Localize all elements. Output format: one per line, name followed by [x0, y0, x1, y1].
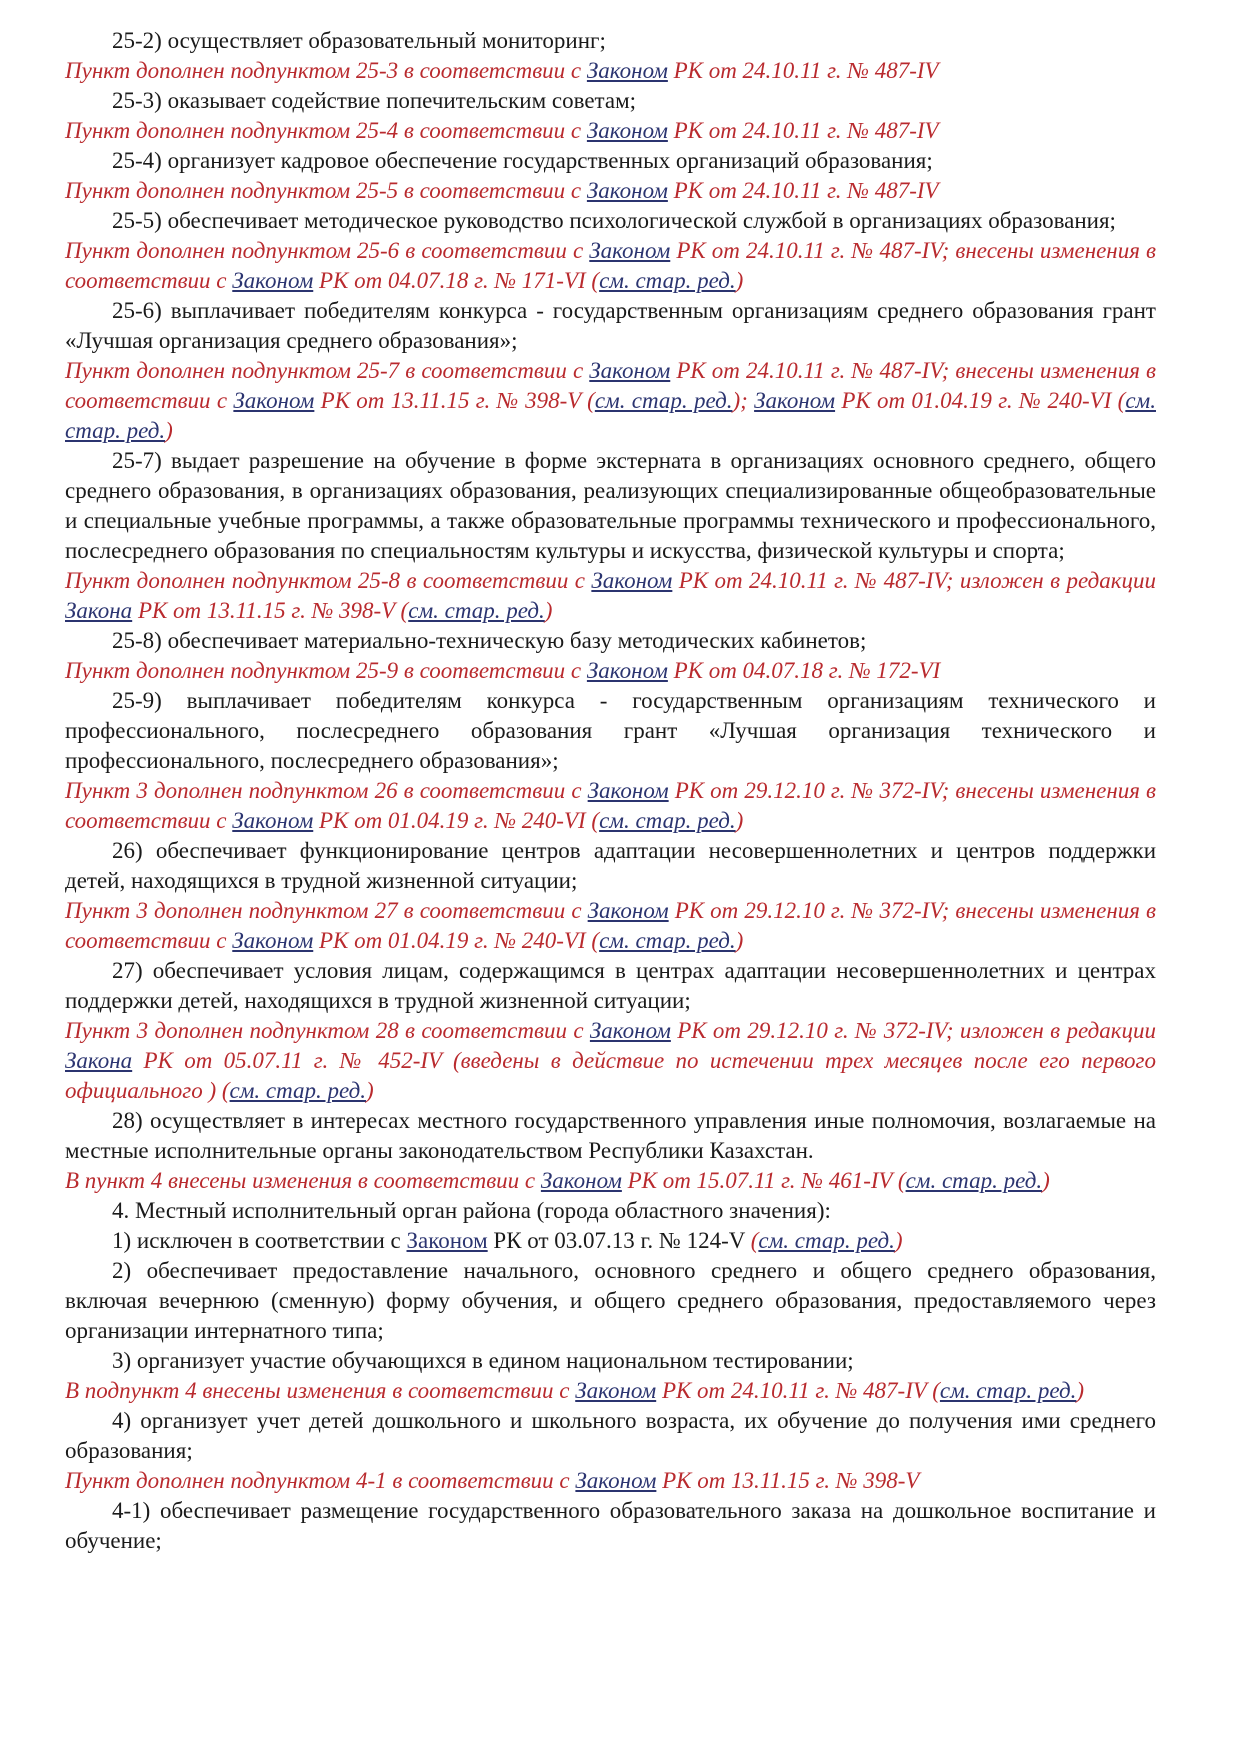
law-link[interactable]: Закона	[65, 1048, 133, 1073]
text-run: Пункт дополнен подпунктом 25-6 в соответствии с	[65, 238, 590, 263]
see-old-version-link[interactable]: см. стар. ред.	[229, 1078, 367, 1103]
see-old-version-link[interactable]: см. стар. ред.	[65, 388, 1156, 443]
law-link[interactable]: Законом	[589, 238, 671, 263]
text-run: );	[732, 388, 755, 413]
text-run: 26) обеспечивает функционирование центров адаптации несовершеннолетних и центров поддержки детей, находящихся в трудной жизненной ситуации;	[65, 838, 1156, 893]
amendment-note-paragraph	[65, 1466, 1156, 1496]
text-run: 28) осуществляет в интересах местного государственного управления иные полномочия, возлагаемые на местные исполнительные органы законодательством Республики Казахстан.	[65, 1108, 1156, 1163]
text-run: В подпункт 4 внесены изменения в соответствии с	[65, 1378, 576, 1403]
law-link[interactable]: Законом	[587, 898, 669, 923]
amendment-note-paragraph	[65, 356, 1156, 446]
text-run: 4. Местный исполнительный орган района (города областного значения):	[112, 1198, 831, 1223]
text-run: РК от 29.12.10 г. № 372-IV; изложен в редакции	[670, 1018, 1156, 1043]
text-run: РК от 13.11.15 г. № 398-V (	[132, 598, 409, 623]
text-run: Пункт дополнен подпунктом 25-3 в соответствии с	[65, 58, 587, 83]
text-run: 2) обеспечивает предоставление начального, основного среднего и общего среднего образования, включая вечернюю (сменную) форму обучения, и общего среднего образования, предоставляемого через организации интернатного типа;	[65, 1258, 1156, 1343]
law-link[interactable]: Законом	[233, 388, 315, 413]
text-run: 25-9) выплачивает победителям конкурса - государственным организациям технического и профессионального, послесреднего образования грант «Лучшая организация технического и профессионального, послесреднего образования»;	[65, 688, 1156, 773]
text-run: )	[1042, 1168, 1050, 1193]
law-link[interactable]: Законом	[575, 1468, 657, 1493]
text-run: РК от 01.04.19 г. № 240-VI (	[835, 388, 1126, 413]
text-run: Пункт дополнен подпунктом 25-4 в соответствии с	[65, 118, 587, 143]
amendment-note-paragraph	[65, 566, 1156, 626]
text-run: РК от 24.10.11 г. № 487-IV (	[656, 1378, 940, 1403]
text-run: 1) исключен в соответствии с	[112, 1228, 407, 1253]
see-old-version-link[interactable]: см. стар. ред.	[905, 1168, 1043, 1193]
law-link[interactable]: Законом	[575, 1378, 657, 1403]
text-run: 25-2) осуществляет образовательный мониторинг;	[112, 28, 606, 53]
text-run: РК от 29.12.10 г. № 372-IV; внесены изменения в соответствии с	[65, 898, 1156, 953]
see-old-version-link[interactable]: см. стар. ред.	[939, 1378, 1077, 1403]
amendment-note-paragraph	[65, 776, 1156, 836]
text-run: Пункт дополнен подпунктом 25-8 в соответствии с	[65, 568, 592, 593]
text-run: 3) организует участие обучающихся в едином национальном тестировании;	[112, 1348, 854, 1373]
text-run: Пункт 3 дополнен подпунктом 28 в соответствии с	[65, 1018, 590, 1043]
text-run: РК от 24.10.11 г. № 487-IV	[667, 178, 939, 203]
body-paragraph	[65, 1496, 1156, 1556]
body-paragraph	[65, 296, 1156, 356]
body-paragraph	[65, 1346, 1156, 1376]
law-link[interactable]: Законом	[540, 1168, 622, 1193]
see-old-version-link[interactable]: см. стар. ред.	[758, 1228, 895, 1253]
text-run: РК от 29.12.10 г. № 372-IV; внесены изменения в соответствии с	[65, 778, 1156, 833]
body-paragraph	[65, 26, 1156, 56]
text-run: 25-4) организует кадровое обеспечение государственных организаций образования;	[112, 148, 933, 173]
see-old-version-link[interactable]: см. стар. ред.	[408, 598, 545, 623]
body-paragraph	[65, 1256, 1156, 1346]
text-run: )	[1076, 1378, 1085, 1403]
text-run: 25-8) обеспечивает материально-техническую базу методических кабинетов;	[112, 628, 867, 653]
text-run: )	[366, 1078, 374, 1103]
law-link[interactable]: Законом	[754, 388, 836, 413]
amendment-note-paragraph	[65, 1016, 1156, 1106]
law-link[interactable]: Законом	[587, 778, 669, 803]
text-run: Пункт дополнен подпунктом 25-7 в соответствии с	[65, 358, 590, 383]
body-paragraph	[65, 956, 1156, 1016]
text-run: Пункт дополнен подпунктом 25-9 в соответствии с	[65, 658, 587, 683]
body-paragraph	[65, 146, 1156, 176]
text-run: )	[165, 418, 173, 443]
body-paragraph	[65, 206, 1156, 236]
law-link[interactable]: Законом	[591, 568, 673, 593]
law-link[interactable]: Законом	[232, 928, 314, 953]
amendment-note-paragraph	[65, 1376, 1156, 1406]
amendment-note-paragraph	[65, 236, 1156, 296]
see-old-version-link[interactable]: см. стар. ред.	[599, 808, 736, 833]
see-old-version-link[interactable]: см. стар. ред.	[594, 388, 733, 413]
text-run: РК от 13.11.15 г. № 398-V	[656, 1468, 920, 1493]
body-paragraph	[65, 86, 1156, 116]
text-run: Пункт 3 дополнен подпунктом 26 в соответствии с	[65, 778, 588, 803]
amendment-note-paragraph	[65, 896, 1156, 956]
text-run: РК от 04.07.18 г. № 172-VI	[667, 658, 941, 683]
text-run: РК от 01.04.19 г. № 240-VI (	[313, 928, 600, 953]
text-run: 25-5) обеспечивает методическое руководство психологической службой в организациях образования;	[112, 208, 1116, 233]
law-link[interactable]: Законом	[406, 1228, 488, 1253]
body-paragraph	[65, 1406, 1156, 1466]
text-run: 4) организует учет детей дошкольного и школьного возраста, их обучение до получения ими среднего образования;	[65, 1408, 1156, 1463]
law-link[interactable]: Законом	[586, 118, 668, 143]
law-link[interactable]: Законом	[586, 58, 668, 83]
law-link[interactable]: Законом	[586, 178, 668, 203]
text-run: 25-6) выплачивает победителям конкурса - государственным организациям среднего образования грант «Лучшая организация среднего образования»;	[65, 298, 1156, 353]
text-run: РК от 24.10.11 г. № 487-IV; изложен в редакции	[672, 568, 1156, 593]
body-paragraph	[65, 686, 1156, 776]
text-run: 27) обеспечивает условия лицам, содержащимся в центрах адаптации несовершеннолетних и центрах поддержки детей, находящихся в трудной жизненной ситуации;	[65, 958, 1156, 1013]
text-run: РК от 01.04.19 г. № 240-VI (	[313, 808, 600, 833]
text-run: 25-3) оказывает содействие попечительским советам;	[112, 88, 637, 113]
text-run: РК от 05.07.11 г. № 452-IV (введены в действие по истечении трех месяцев после его первого официального ) (	[65, 1048, 1156, 1103]
body-paragraph	[65, 836, 1156, 896]
text-run: РК от 24.10.11 г. № 487-IV; внесены изменения в соответствии с	[65, 358, 1156, 413]
text-run: РК от 15.07.11 г. № 461-IV (	[621, 1168, 906, 1193]
text-run: РК от 24.10.11 г. № 487-IV; внесены изменения в соответствии с	[65, 238, 1156, 293]
law-link[interactable]: Законом	[232, 268, 314, 293]
amendment-note-paragraph	[65, 656, 1156, 686]
body-paragraph	[65, 446, 1156, 566]
see-old-version-link[interactable]: см. стар. ред.	[599, 928, 736, 953]
text-run: Пункт дополнен подпунктом 25-5 в соответствии с	[65, 178, 587, 203]
text-run: РК от 13.11.15 г. № 398-V (	[314, 388, 595, 413]
see-old-version-link[interactable]: см. стар. ред.	[599, 268, 736, 293]
text-run: )	[735, 928, 744, 953]
amendment-note-paragraph	[65, 56, 1156, 86]
body-paragraph	[65, 626, 1156, 656]
text-run: )	[894, 1228, 903, 1253]
text-run: РК от 04.07.18 г. № 171-VI (	[313, 268, 600, 293]
text-run: (	[750, 1228, 759, 1253]
body-paragraph	[65, 1106, 1156, 1166]
text-run: 25-7) выдает разрешение на обучение в форме экстерната в организациях основного среднего, общего среднего образования, в организациях образования, реализующих специализированные общеобразовательные и специальные учебные программы, а также образовательные программы технического и профессионального, послесреднего образования по специальностям культуры и искусства, физической культуры и спорта;	[65, 448, 1156, 563]
text-run: РК от 03.07.13 г. № 124-V	[487, 1228, 751, 1253]
law-link[interactable]: Законом	[232, 808, 314, 833]
body-paragraph	[65, 1196, 1156, 1226]
text-run: )	[544, 598, 553, 623]
text-run: Пункт 3 дополнен подпунктом 27 в соответствии с	[65, 898, 588, 923]
text-run: В пункт 4 внесены изменения в соответствии с	[65, 1168, 541, 1193]
law-link[interactable]: Законом	[589, 1018, 671, 1043]
text-run: РК от 24.10.11 г. № 487-IV	[667, 58, 939, 83]
amendment-note-paragraph	[65, 176, 1156, 206]
body-paragraph	[65, 1226, 1156, 1256]
law-link[interactable]: Законом	[589, 358, 671, 383]
text-run: )	[735, 268, 744, 293]
law-link[interactable]: Законом	[586, 658, 668, 683]
amendment-note-paragraph	[65, 116, 1156, 146]
text-run: РК от 24.10.11 г. № 487-IV	[667, 118, 939, 143]
text-run: Пункт дополнен подпунктом 4-1 в соответствии с	[65, 1468, 576, 1493]
amendment-note-paragraph	[65, 1166, 1156, 1196]
text-run: )	[735, 808, 744, 833]
law-link[interactable]: Закона	[65, 598, 133, 623]
text-run: 4-1) обеспечивает размещение государственного образовательного заказа на дошкольное воспитание и обучение;	[65, 1498, 1156, 1553]
